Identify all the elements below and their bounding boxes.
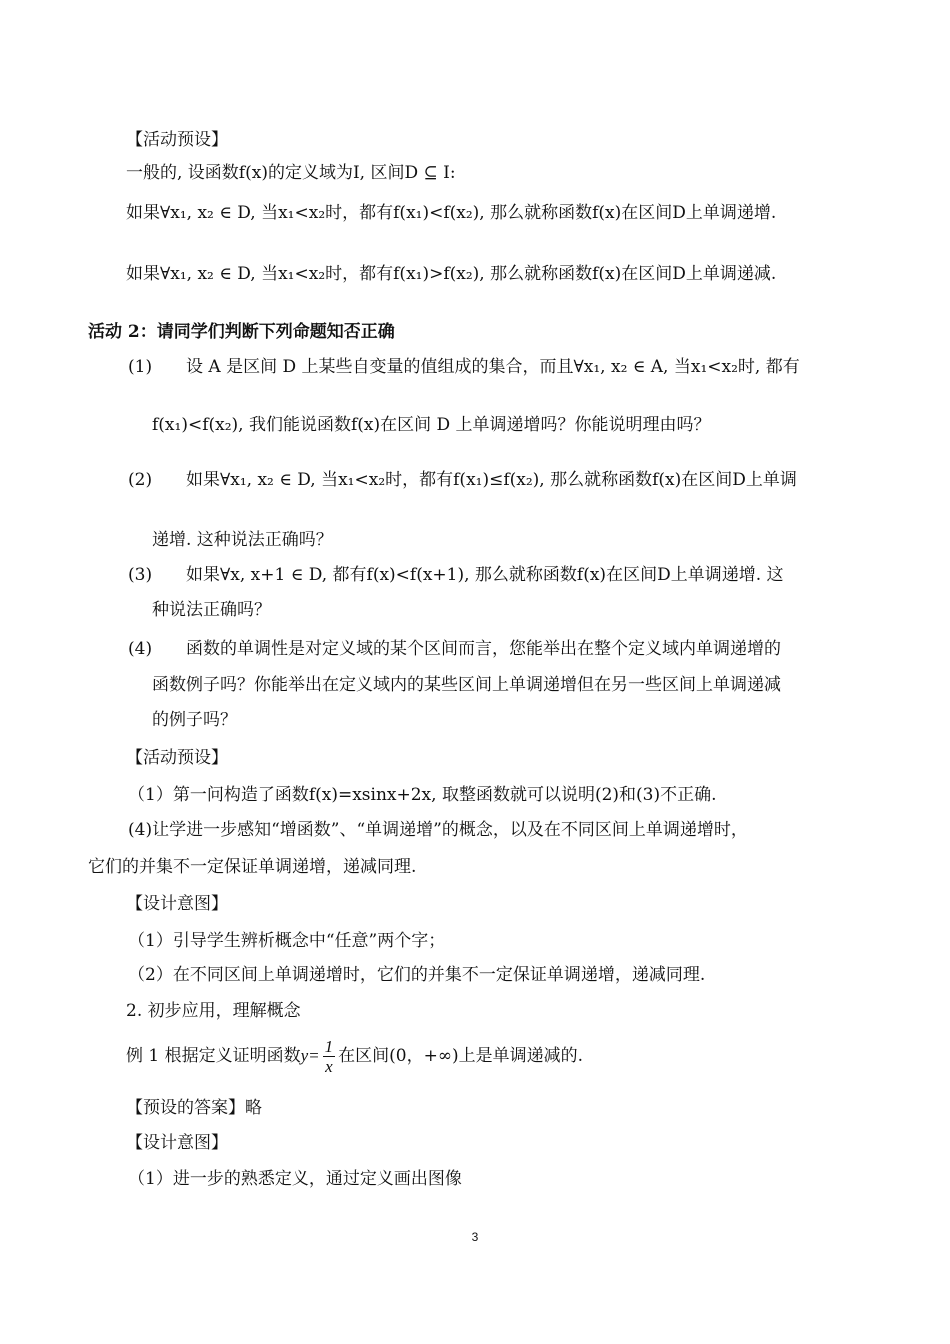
preset-paragraph-2: (4)让学进一步感知“增函数”、“单调递增”的概念，以及在不同区间上单调递增时， bbox=[128, 820, 748, 840]
question-number: (3) bbox=[128, 565, 153, 585]
example-suffix: 在区间(0，+∞)上是单调递减的. bbox=[338, 1046, 584, 1066]
question-4-continued: 函数例子吗？你能举出在定义域内的某些区间上单调递增但在另一些区间上单调递减 bbox=[152, 675, 781, 695]
section-heading: 【活动预设】 bbox=[126, 748, 228, 768]
preset-answer: 【预设的答案】略 bbox=[126, 1098, 262, 1118]
section-heading: 【设计意图】 bbox=[126, 1133, 228, 1153]
question-3-continued: 种说法正确吗？ bbox=[152, 600, 271, 620]
question-4-continued-2: 的例子吗？ bbox=[152, 710, 237, 730]
example-1 bbox=[126, 1037, 583, 1076]
question-2-continued: 递增. 这种说法正确吗？ bbox=[152, 530, 333, 550]
question-number: (4) bbox=[128, 639, 153, 659]
definition-increasing: 如果∀x₁, x₂ ∈ D, 当x₁<x₂时，都有f(x₁)<f(x₂), 那么就称函数f(x)在区间D上单调递增. bbox=[126, 203, 777, 223]
question-1-continued: f(x₁)<f(x₂), 我们能说函数f(x)在区间 D 上单调递增吗？你能说明理由吗？ bbox=[152, 415, 711, 435]
question-number: (2) bbox=[128, 470, 153, 490]
example-prefix: 例 1 根据定义证明函数 bbox=[126, 1046, 301, 1066]
intent-item-2: （2）在不同区间上单调递增时，它们的并集不一定保证单调递增，递减同理. bbox=[128, 965, 706, 985]
question-text: 如果∀x₁, x₂ ∈ D, 当x₁<x₂时，都有f(x₁)≤f(x₂), 那么就称函数f(x)在区间D上单调 bbox=[186, 470, 797, 490]
definition-intro: 一般的, 设函数f(x)的定义域为I, 区间D ⊆ I: bbox=[126, 163, 456, 183]
fraction-denominator: x bbox=[325, 1057, 333, 1076]
preset-paragraph-1: （1）第一问构造了函数f(x)=xsinx+2x, 取整函数就可以说明(2)和(3)不正确. bbox=[128, 785, 717, 805]
example-function-lhs: y= bbox=[300, 1046, 320, 1065]
intent-item-1: （1）引导学生辨析概念中“任意”两个字； bbox=[128, 931, 446, 951]
page-number: 3 bbox=[471, 1230, 479, 1244]
activity-2-title: 活动 2：请同学们判断下列命题知否正确 bbox=[88, 322, 395, 342]
question-3 bbox=[128, 563, 784, 587]
definition-decreasing: 如果∀x₁, x₂ ∈ D, 当x₁<x₂时，都有f(x₁)>f(x₂), 那么就称函数f(x)在区间D上单调递减. bbox=[126, 264, 777, 284]
section-heading: 【设计意图】 bbox=[126, 894, 228, 914]
question-number: (1) bbox=[128, 357, 153, 377]
preset-paragraph-2-continued: 它们的并集不一定保证单调递增，递减同理. bbox=[88, 857, 417, 877]
fraction bbox=[323, 1037, 336, 1076]
question-4 bbox=[128, 637, 781, 661]
subsection-title: 2. 初步应用，理解概念 bbox=[126, 1001, 301, 1021]
question-2 bbox=[128, 468, 797, 492]
question-text: 如果∀x, x+1 ∈ D, 都有f(x)<f(x+1), 那么就称函数f(x)在区间D上单调递增. 这 bbox=[186, 565, 784, 585]
question-text: 函数的单调性是对定义域的某个区间而言，您能举出在整个定义域内单调递增的 bbox=[186, 639, 781, 659]
question-1 bbox=[128, 355, 800, 379]
intent-item-1: （1）进一步的熟悉定义，通过定义画出图像 bbox=[128, 1169, 462, 1189]
fraction-numerator: 1 bbox=[324, 1037, 334, 1056]
question-text: 设 A 是区间 D 上某些自变量的值组成的集合，而且∀x₁, x₂ ∈ A, 当x₁<x₂时, 都有 bbox=[186, 357, 800, 377]
section-heading: 【活动预设】 bbox=[126, 130, 228, 150]
